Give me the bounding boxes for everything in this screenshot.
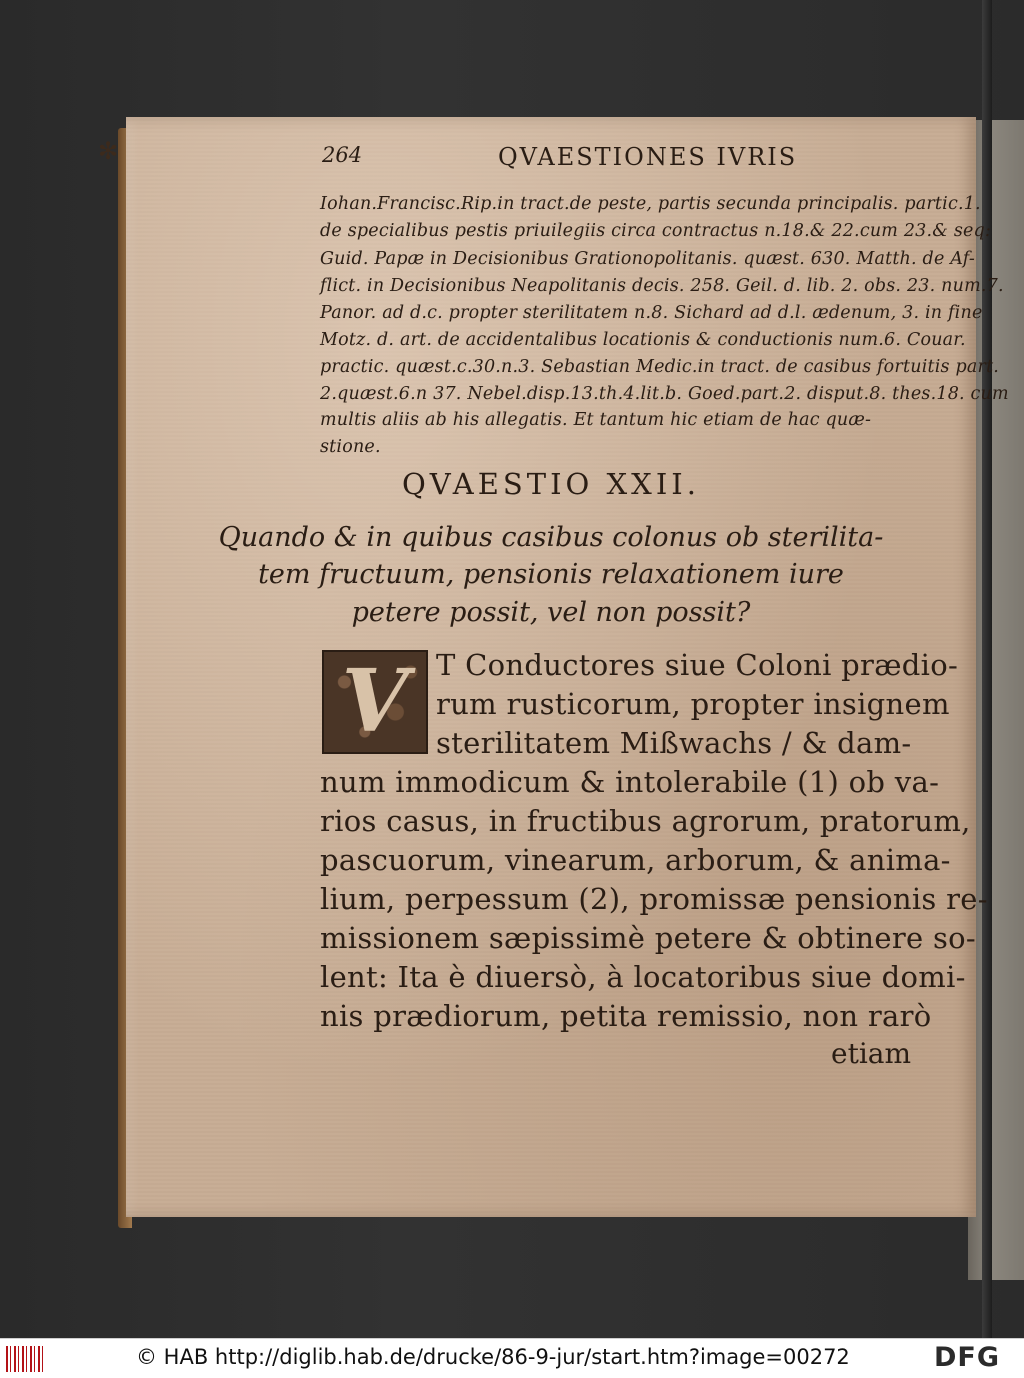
body-line: pascuorum, vinearum, arborum, & anima- [320, 843, 951, 877]
question-title-line: tem fructuum, pensionis relaxationem iure [258, 559, 844, 590]
reference-line: Motz. d. art. de accidentalibus locationis & conductionis num.6. Couar. [320, 330, 966, 350]
page-number: 264 [322, 143, 363, 167]
body-line: T Conductores siue Coloni prædio- [436, 648, 959, 682]
reference-line: practic. quæst.c.30.n.3. Sebastian Medic.in tract. de casibus fortuitis part. [320, 357, 1000, 377]
reference-line: Guid. Papæ in Decisionibus Grationopolitanis. quæst. 630. Matth. de Af- [320, 249, 975, 269]
copyright-url[interactable]: © HAB http://diglib.hab.de/drucke/86-9-jur/start.htm?image=00272 [136, 1345, 850, 1369]
reference-line: stione. [320, 437, 381, 457]
body-line: sterilitatem Mißwachs / & dam- [436, 726, 912, 760]
body-line: missionem sæpissimè petere & obtinere so- [320, 921, 977, 955]
question-heading: QVAESTIO XXII. [402, 467, 700, 501]
body-line: lium, perpessum (2), promissæ pensionis re- [320, 882, 988, 916]
reference-line: Panor. ad d.c. propter sterilitatem n.8. Sichard ad d.l. ædenum, 3. in fine [320, 303, 983, 323]
body-line: num immodicum & intolerabile (1) ob va- [320, 765, 940, 799]
reference-line: multis aliis ab his allegatis. Et tantum hic etiam de hac quæ- [320, 410, 872, 430]
body-line: nis prædiorum, petita remissio, non rarò [320, 999, 932, 1033]
body-line: rum rusticorum, propter insignem [436, 687, 950, 721]
reference-line: Iohan.Francisc.Rip.in tract.de peste, partis secunda principalis. partic.1. [320, 194, 981, 214]
barcode-icon [6, 1346, 46, 1372]
reference-line: de specialibus pestis priuilegiis circa contractus n.18.& 22.cum 23.& seq: [320, 221, 992, 241]
body-line: lent: Ita è diuersò, à locatoribus siue domi- [320, 960, 966, 994]
book-page [98, 117, 1009, 1217]
book-spine-shadow [982, 0, 992, 1338]
body-line: rios casus, in fructibus agrorum, pratorum, [320, 804, 971, 838]
running-head: QVAESTIONES IVRIS [498, 143, 798, 171]
dfg-logo: DFG [934, 1342, 1001, 1373]
reference-line: flict. in Decisionibus Neapolitanis decis. 258. Geil. d. lib. 2. obs. 23. num.7. [320, 276, 1004, 296]
viewer-footer [0, 1338, 1024, 1378]
decorated-initial: V [322, 650, 428, 754]
ornament-icon: ✻ [98, 137, 119, 165]
question-title-line: Quando & in quibus casibus colonus ob sterilita- [218, 522, 884, 553]
reference-line: 2.quæst.6.n 37. Nebel.disp.13.th.4.lit.b. Goed.part.2. disput.8. thes.18. cum [320, 384, 1009, 404]
catchword: etiam [831, 1037, 912, 1070]
question-title-line: petere possit, vel non possit? [351, 597, 751, 628]
